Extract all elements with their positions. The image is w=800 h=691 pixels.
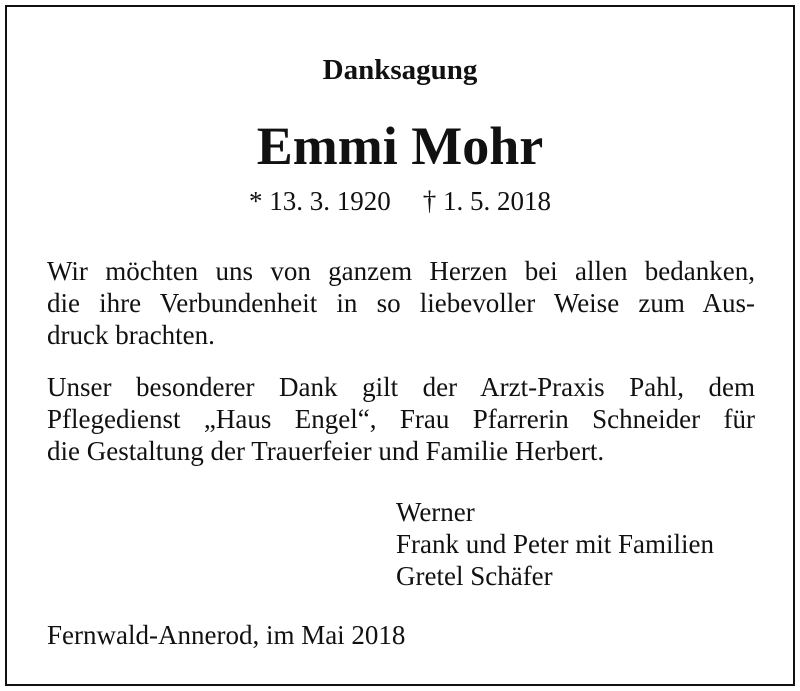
death-date: † 1. 5. 2018: [422, 186, 551, 216]
signer: Frank und Peter mit Familien: [396, 529, 714, 559]
paragraph-line: Pflegedienst „Haus Engel“, Frau Pfarrerin Schneider für: [47, 404, 755, 434]
notice-heading: Danksagung: [322, 54, 478, 86]
birth-date: * 13. 3. 1920: [249, 186, 391, 216]
signer: Werner: [396, 497, 475, 527]
paragraph-line: Unser besonderer Dank gilt der Arzt-Praxis Pahl, dem: [47, 372, 755, 402]
special-thanks-paragraph: [47, 371, 755, 467]
thanks-paragraph: [47, 255, 755, 351]
life-dates: [7, 185, 793, 217]
paragraph-line: die ihre Verbundenheit in so liebevoller Weise zum Aus-: [47, 288, 755, 318]
paragraph-line: Wir möchten uns von ganzem Herzen bei allen bedanken,: [47, 256, 755, 286]
signer: Gretel Schäfer: [396, 561, 553, 591]
paragraph-line: die Gestaltung der Trauerfeier und Familie Herbert.: [47, 436, 605, 466]
deceased-name: Emmi Mohr: [256, 116, 544, 176]
place-and-date: Fernwald-Annerod, im Mai 2018: [47, 620, 406, 650]
obituary-notice: [5, 5, 795, 686]
paragraph-line: druck brachten.: [47, 320, 215, 350]
signers-block: [396, 496, 714, 592]
